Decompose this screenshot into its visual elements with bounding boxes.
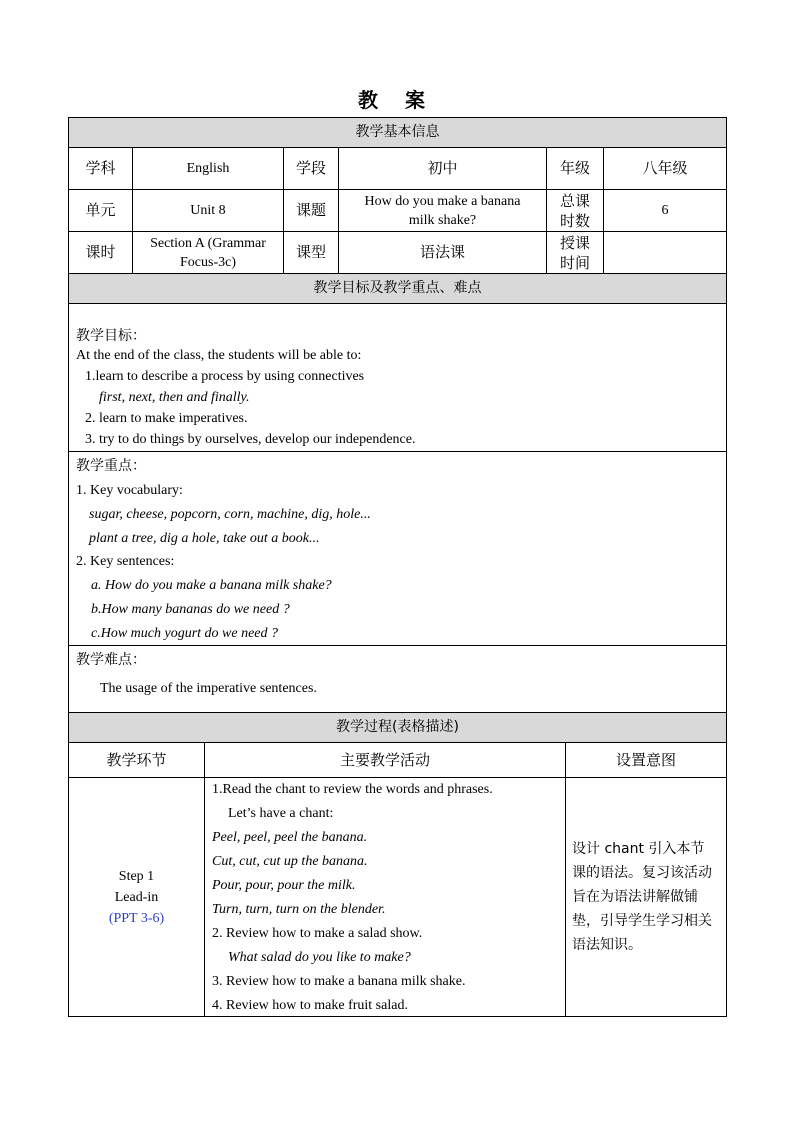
total-hours-value: 6 bbox=[604, 190, 726, 232]
step-1-cell bbox=[69, 778, 205, 1016]
process-col-step: 教学环节 bbox=[69, 743, 205, 778]
process-col-intent: 设置意图 bbox=[566, 743, 726, 778]
objectives-heading: 教学目标及教学重点、难点 bbox=[69, 274, 726, 304]
key-sentence-a: a. How do you make a banana milk shake? bbox=[91, 578, 332, 593]
lesson-type-value: 语法课 bbox=[339, 232, 547, 274]
step-1-title: Step 1 bbox=[118, 868, 155, 884]
activity-3: 3. Review how to make a banana milk shake. bbox=[212, 974, 466, 989]
activity-1-chant-intro: Let’s have a chant: bbox=[228, 806, 334, 821]
grade-label: 年级 bbox=[547, 148, 604, 190]
activity-1: 1.Read the chant to review the words and phrases. bbox=[212, 782, 493, 797]
key-vocab-1: sugar, cheese, popcorn, corn, machine, dig, hole... bbox=[89, 507, 371, 522]
difficulty-label: 教学难点： bbox=[76, 652, 146, 668]
chant-line-1: Peel, peel, peel the banana. bbox=[212, 830, 368, 845]
chant-line-4: Turn, turn, turn on the blender. bbox=[212, 902, 386, 917]
key-vocab-label: 1. Key vocabulary: bbox=[76, 483, 183, 498]
difficulty-text: The usage of the imperative sentences. bbox=[100, 681, 317, 696]
lesson-type-label: 课型 bbox=[284, 232, 339, 274]
objective-1: 1.learn to describe a process by using connectives bbox=[85, 369, 365, 384]
chant-line-3: Pour, pour, pour the milk. bbox=[212, 878, 356, 893]
topic-value: How do you make a banana milk shake? bbox=[339, 190, 547, 232]
intent-cell bbox=[566, 778, 726, 1016]
objective-1-words: first, next, then and finally. bbox=[99, 390, 250, 405]
key-sentences-label: 2. Key sentences: bbox=[76, 554, 175, 569]
key-sentence-b: b.How many bananas do we need ? bbox=[91, 602, 290, 617]
grade-value: 八年级 bbox=[604, 148, 726, 190]
chant-line-2: Cut, cut, cut up the banana. bbox=[212, 854, 368, 869]
activity-2-question: What salad do you like to make? bbox=[228, 950, 411, 965]
topic-label: 课题 bbox=[284, 190, 339, 232]
intent-text: 设计 chant 引入本节课的语法。复习该活动旨在为语法讲解做铺垫，引导学生学习相关语法知识。 bbox=[572, 841, 712, 953]
subject-value: English bbox=[133, 148, 284, 190]
process-heading: 教学过程(表格描述) bbox=[69, 713, 726, 743]
period-label: 课时 bbox=[69, 232, 133, 274]
total-hours-label: 总课时数 bbox=[547, 190, 604, 232]
step-1-name: Lead-in bbox=[114, 889, 159, 905]
step-1-ppt: (PPT 3-6) bbox=[108, 910, 165, 926]
objectives-section bbox=[69, 304, 726, 452]
objectives-label: 教学目标： bbox=[76, 328, 146, 344]
subject-label: 学科 bbox=[69, 148, 133, 190]
page-title: 教 案 bbox=[358, 88, 435, 112]
stage-value: 初中 bbox=[339, 148, 547, 190]
unit-label: 单元 bbox=[69, 190, 133, 232]
objective-2: 2. learn to make imperatives. bbox=[85, 411, 248, 426]
objectives-intro: At the end of the class, the students will be able to: bbox=[76, 348, 362, 363]
period-value: Section A (Grammar Focus-3c) bbox=[133, 232, 284, 274]
basic-info-heading: 教学基本信息 bbox=[69, 118, 726, 148]
activity-2: 2. Review how to make a salad show. bbox=[212, 926, 423, 941]
key-sentence-c: c.How much yogurt do we need ? bbox=[91, 626, 279, 641]
stage-label: 学段 bbox=[284, 148, 339, 190]
key-points-section bbox=[69, 452, 726, 646]
difficulty-section bbox=[69, 646, 726, 713]
process-col-activity: 主要教学活动 bbox=[205, 743, 566, 778]
unit-value: Unit 8 bbox=[133, 190, 284, 232]
teaching-time-value bbox=[604, 232, 726, 274]
key-points-label: 教学重点： bbox=[76, 458, 146, 474]
teaching-time-label: 授课时间 bbox=[547, 232, 604, 274]
objective-3: 3. try to do things by ourselves, develop our independence. bbox=[85, 432, 416, 447]
key-vocab-2: plant a tree, dig a hole, take out a book... bbox=[89, 531, 320, 546]
activity-4: 4. Review how to make fruit salad. bbox=[212, 998, 408, 1013]
